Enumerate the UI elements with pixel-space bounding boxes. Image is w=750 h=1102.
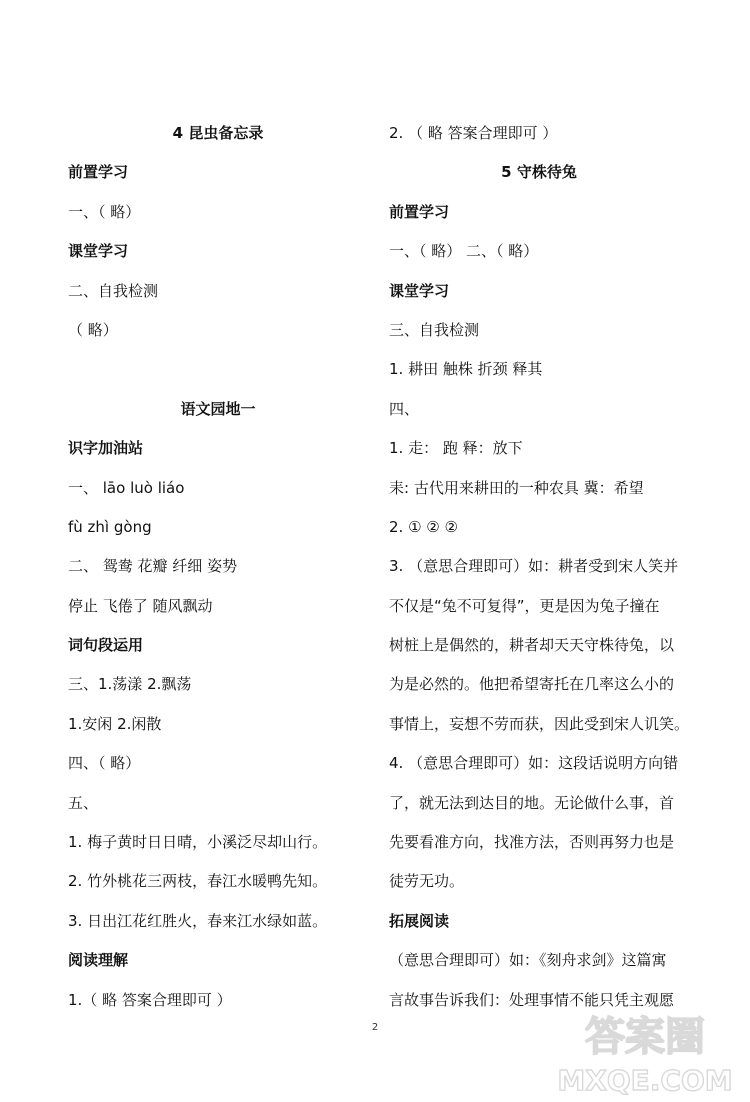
section-heading: 词句段运用 [68, 636, 144, 655]
section-heading: 课堂学习 [68, 242, 129, 261]
text-line: 三、1.荡漾 2.飘荡 [68, 675, 192, 694]
text-line: 1.（ 略 答案合理即可 ） [68, 990, 232, 1009]
text-line: 3. （意思合理即可）如：耕者受到宋人笑并 [389, 557, 679, 576]
watermark-text-bottom: MXQE.COM [557, 1064, 733, 1097]
section-heading: 5 守株待兔 [501, 163, 577, 182]
section-heading: 4 昆虫备忘录 [172, 124, 264, 142]
text-line: 先要看准方向，找准方法，否则再努力也是 [389, 833, 675, 852]
text-line: 言故事告诉我们：处理事情不能只凭主观愿 [389, 990, 675, 1009]
text-line: 三、自我检测 [389, 320, 480, 339]
text-line: 四、（ 略） [68, 754, 141, 773]
text-line: 为是必然的。他把希望寄托在几率这么小的 [389, 675, 675, 694]
text-line: 了，就无法到达目的地。无论做什么事，首 [389, 793, 675, 812]
watermark-text-top: 答案圈 [585, 1014, 705, 1060]
text-line: 耒: 古代用来耕田的一种农具 冀：希望 [389, 478, 644, 497]
text-line: 二、 鸳鸯 花瓣 纤细 姿势 [68, 557, 238, 576]
text-line: 1.安闲 2.闲散 [68, 714, 162, 733]
section-heading: 识字加油站 [68, 439, 144, 458]
text-line: 树桩上是偶然的，耕者却天天守株待兔，以 [389, 636, 675, 655]
text-line: 一、 lāo luò liáo [68, 478, 185, 497]
section-heading: 阅读理解 [68, 951, 129, 970]
left-column [68, 118, 368, 1024]
watermark-logo [550, 1002, 740, 1098]
text-line: 2. ① ② ② [389, 517, 458, 536]
text-line: 一、（ 略） [68, 202, 141, 221]
text-line: 2. 竹外桃花三两枝，春江水暖鸭先知。 [68, 872, 328, 891]
section-heading: 语文园地一 [180, 399, 256, 418]
page-number: 2 [371, 1022, 379, 1033]
text-line: （ 略） [68, 320, 118, 339]
text-line: 五、 [68, 793, 99, 812]
text-line: 徒劳无功。 [389, 872, 465, 891]
text-line: 二、自我检测 [68, 281, 159, 300]
text-line: 1. 梅子黄时日日晴，小溪泛尽却山行。 [68, 833, 328, 852]
section-heading: 拓展阅读 [389, 911, 450, 930]
text-line: 事情上，妄想不劳而获，因此受到宋人讥笑。 [389, 714, 690, 733]
text-line: （意思合理即可）如：《刻舟求剑》这篇寓 [389, 951, 667, 970]
text-line: 3. 日出江花红胜火，春来江水绿如蓝。 [68, 911, 328, 930]
text-line: 4. （意思合理即可）如：这段话说明方向错 [389, 754, 679, 773]
text-line: 一、（ 略） 二、（ 略） [389, 242, 539, 261]
text-line: 不仅是“兔不可复得”，更是因为兔子撞在 [389, 596, 660, 615]
text-line: 1. 耕田 触株 折颈 释其 [389, 360, 543, 379]
text-line: 1. 走： 跑 释：放下 [389, 439, 523, 458]
text-line: 四、 [389, 399, 420, 418]
section-heading: 前置学习 [389, 202, 450, 221]
text-line: fù zhì gòng [68, 517, 152, 536]
text-line: 停止 飞倦了 随风飘动 [68, 596, 213, 615]
section-heading: 课堂学习 [389, 281, 450, 300]
right-column [389, 118, 689, 1024]
text-line: 2. （ 略 答案合理即可 ） [389, 124, 558, 142]
spacer [68, 354, 368, 393]
section-heading: 前置学习 [68, 163, 129, 182]
